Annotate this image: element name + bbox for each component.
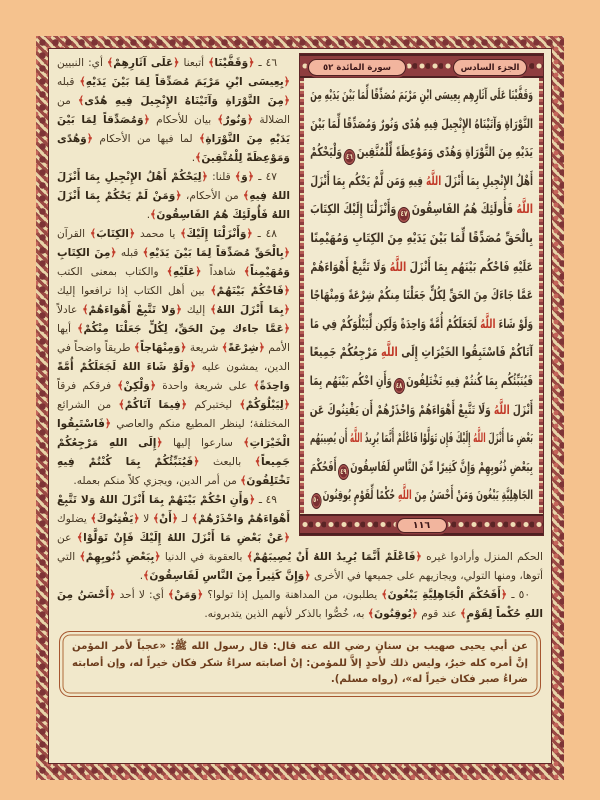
page-number-cartouche	[397, 518, 447, 533]
quran-line: اللَّهُ فَأُولَئِكَ هُمُ الفَاسِقُونَ٤٧وَأَنْزَلْنَا إِلَيْكَ الكِتَابَ	[362, 195, 533, 224]
quran-line: آتَاكُمْ فَاسْتَبِقُوا الخَيْرَاتِ إِلَى اللَّهِ مَرْجِعُكُمْ جَمِيعًا	[309, 344, 533, 360]
quran-line: أَنْزَلَ اللَّهُ وَلَا تَتَّبِعْ أَهْوَاءَهُمْ وَاحْذَرْهُمْ أَن يَفْتِنُوكَ عَن	[309, 401, 533, 417]
quran-line: الجَاهِلِيَّةِ يَبْغُونَ وَمَنْ أَحْسَنُ مِنَ اللَّهِ حُكْمًا لِّقَوْمٍ يُوقِنُونَ٥٠	[390, 481, 533, 510]
verse-number-medallion: ٤٦	[344, 149, 356, 165]
quran-text-block	[300, 78, 543, 514]
quran-line: عَمَّا جَاءَكَ مِنَ الحَقِّ لِكُلٍّ جَعَلْنَا مِنكُمْ شِرْعَةً وَمِنْهَاجًا	[310, 287, 533, 303]
surah-title-cartouche	[308, 59, 406, 76]
verse-number-medallion: ٤٨	[393, 378, 404, 394]
quran-line: وَقَفَّيْنَا عَلَى آثَارِهِم بِعِيسَى ابْنِ مَرْيَمَ مُصَدِّقًا لِّمَا بَيْنَ يَدَيْهِ مِنَ	[310, 87, 533, 102]
allah-word-red: اللَّهُ	[347, 430, 365, 446]
quran-line: عَلَيْهِ فَاحْكُم بَيْنَهُم بِمَا أَنْزَلَ اللَّهُ وَلَا تَتَّبِعْ أَهْوَاءَهُمْ	[310, 258, 533, 274]
surah-label: سورة المائدة ٥٢	[322, 62, 392, 73]
quran-line: بِبَعْضِ ذُنُوبِهِمْ وَإِنَّ كَثِيرًا مِّنَ النَّاسِ لَفَاسِقُونَ٤٩أَفَحُكْمَ	[380, 453, 533, 482]
ornamental-page-border	[36, 36, 564, 780]
commentary-paragraph: ٤٧ ـ ﴿وَ﴾ قلنا: ﴿لِيَحْكُمْ أَهْلُ الإِنْجِيلِ بِمَا أَنْزَلَ اللهُ فِيهِ﴾ من الأحكام، ﴿وَمَنْ لَمْ يَحْكُمْ بِمَا أَنْزَلَ اللهُ فَأُولَئِكَ هُمُ الفَاسِقُونَ﴾.	[57, 171, 290, 221]
commentary-paragraph: ٥٠ ـ ﴿أَفَحُكْمَ الْجَاهِلِيَّةِ يَبْغُونَ﴾ يطلبون، من المداهنة والميل إذا تولوا؟ ﴿وَمَنْ﴾ أي: لا أحد ﴿أَحْسَنُ مِنَ اللهِ حُكْماً لِقَوْمٍ﴾ عند قوم ﴿يُوقِنُونَ﴾ به، خُصُّوا بالذكر لأنهم الذين يتدبرونه.	[57, 589, 543, 620]
quran-frame-header-band	[300, 54, 543, 78]
quran-line: يَدَيْهِ مِنَ التَّوْرَاةِ وَهُدًى وَمَوْعِظَةً لِّلْمُتَّقِينَ٤٦وَلْيَحْكُمْ	[370, 138, 533, 167]
commentary-paragraph: ٤٩ ـ ﴿وَأَنِ احْكُمْ بَيْنَهُمْ بِمَا أَنْزَلَ اللهُ وَلا تَتَّبِعْ أَهْوَاءَهُمْ وَاحْذَرْهُمْ﴾ لـ ﴿أَنْ﴾ لا ﴿يَفْتِنُوكَ﴾ يضلوك ﴿عَنْ بَعْضِ مَا أَنْزَلَ اللهُ إِلَيْكَ فَإِنْ تَوَلَّوْا﴾ عن الحكم المنزل وأرادوا غيره ﴿فَاعْلَمْ أَنَّمَا يُرِيدُ اللهُ أَنْ يُصِيبَهُمْ﴾ بالعقوبة في الدنيا ﴿بِبَعْضِ ذُنُوبِهِمْ﴾ التي أتوها، ومنها التولي، ويجازيهم على جميعها في الأخرى ﴿وَإِنَّ كَثِيراً مِنَ النَّاسِ لَفَاسِقُونَ﴾.	[57, 494, 543, 582]
quran-frame-footer-band	[300, 514, 543, 535]
allah-word-red: اللَّهُ	[476, 315, 499, 331]
hadith-box	[59, 631, 541, 697]
allah-word-red: اللَّهُ	[386, 258, 410, 274]
verse-number-medallion: ٤٩	[338, 464, 349, 480]
allah-word-red: اللَّهُ	[470, 430, 489, 446]
allah-word-red: اللَّهُ	[422, 172, 445, 188]
commentary-paragraph: ٤٦ ـ ﴿وَقَفَّيْنَا﴾ أتبعنا ﴿عَلَى آثَارِهِمْ﴾ أي: النبيين ﴿بِعِيسَى ابْنِ مَرْيَمَ مُصَدِّقاً لِمَا بَيْنَ يَدَيْهِ﴾ قبله ﴿مِنَ التَّوْرَاةِ وَآتَيْنَاهُ الإِنْجِيلَ فِيهِ هُدًى﴾ من الضلالة ﴿وَنُورٌ﴾ بيان للأحكام ﴿وَمُصَدِّقاً لِمَا بَيْنَ يَدَيْهِ مِنَ التَّوْرَاةِ﴾ لما فيها من الأحكام ﴿وَهُدًى وَمَوْعِظَةً لِلْمُتَّقِينَ﴾.	[57, 57, 291, 164]
verse-number-medallion: ٤٧	[398, 207, 410, 223]
quran-frame	[300, 54, 543, 535]
page-number: ١١٦	[412, 519, 431, 531]
quran-line: أَهْلُ الإِنْجِيلِ بِمَا أَنْزَلَ اللَّهُ فِيهِ وَمَن لَّمْ يَحْكُم بِمَا أَنْزَلَ	[310, 172, 533, 188]
verse-number-medallion: ٥٠	[311, 493, 321, 509]
allah-word-red: اللَّهِ	[377, 344, 402, 360]
juz-label: الجزء السادس	[460, 62, 520, 73]
quran-line: التَّوْرَاةِ وَآتَيْنَاهُ الإِنْجِيلَ فِيهِ هُدًى وَنُورٌ وَمُصَدِّقًا لِّمَا بَيْنَ	[310, 115, 533, 131]
allah-word-red: اللَّهِ	[395, 487, 415, 503]
quran-line: بَعْضِ مَا أَنْزَلَ اللَّهُ إِلَيْكَ فَإِن تَوَلَّوْا فَاعْلَمْ أَنَّمَا يُرِيدُ اللَّهُ أَن يُصِيبَهُم	[309, 430, 533, 446]
quran-line: فَيُنَبِّئُكُم بِمَا كُنتُمْ فِيهِ تَخْتَلِفُونَ٤٨وَأَنِ احْكُم بَيْنَهُم بِمَا	[376, 367, 533, 396]
allah-word-red: اللَّهُ	[490, 401, 513, 417]
quran-line: وَلَوْ شَاءَ اللَّهُ لَجَعَلَكُمْ أُمَّةً وَاحِدَةً وَلَكِن لِّيَبْلُوَكُمْ فِي مَا	[310, 315, 533, 331]
quran-line: بِالْحَقِّ مُصَدِّقًا لِّمَا بَيْنَ يَدَيْهِ مِنَ الكِتَابِ وَمُهَيْمِنًا	[310, 229, 533, 245]
hadith-text: عن أبي يحيى صهيب بن سنانٍ رضي الله عنه قال: قال رسول الله ﷺ: «عجباً لأمر المؤمن إنَّ أمره كله خيرٌ، وليس ذلك لأحدٍ إلاَّ للمؤمن: إنْ أصابته سراءُ شكر فكان خيراً له، وإن أصابته ضراءُ صبر فكان خيراً له»، (رواه مسلم).	[72, 641, 528, 685]
commentary-paragraph: ٤٨ ـ ﴿وَأَنْزَلْنَا إِلَيْكَ﴾ يا محمد ﴿الكِتَابَ﴾ القرآن ﴿بِالْحَقِّ مُصَدِّقاً لِمَا بَيْنَ يَدَيْهِ﴾ قبله ﴿مِنَ الكِتَابِ وَمُهَيْمِناً﴾ شاهداً ﴿عَلَيْهِ﴾ والكتاب بمعنى الكتب ﴿فَاحْكُمْ بَيْنَهُمْ﴾ بين أهل الكتاب إذا ترافعوا إليك ﴿بِمَا أَنْزَلَ اللهُ﴾ إليك ﴿وَلا تَتَّبِعْ أَهْوَاءَهُمْ﴾ عادلاً ﴿عَمَّا جاءك مِنَ الحَقِّ، لِكُلٍّ جَعَلْنَا مِنْكُمْ﴾ أيها الأمم ﴿شِرْعَةً﴾ شريعة ﴿وَمِنْهَاجاً﴾ طريقاً واضحاً في الدين، يمشون عليه ﴿وَلَوْ شَاءَ اللهُ لَجَعَلَكُمْ أُمَّةً وَاحِدَةً﴾ على شريعة واحدة ﴿وَلْكِنْ﴾ فرقكم فرقاً ﴿لِيَبْلُوَكُمْ﴾ ليختبركم ﴿فِيمَا آتَاكُمْ﴾ من الشرائع المختلفة؛ لينظر المطيع منكم والعاصي ﴿فَاسْتَبِقُوا الْخَيْرَاتِ﴾ سارعوا إليها ﴿إِلَى اللهِ مَرْجِعُكُمْ جَمِيعاً﴾ بالبعث ﴿فَيُنَبِّئُكُمْ بِمَا كُنْتُمْ فِيهِ تَخْتَلِفُونَ﴾ من أمر الدين، ويجزي كلاً منكم بعمله.	[57, 228, 291, 487]
allah-word-red: اللَّهُ	[512, 201, 533, 217]
juz-title-cartouche	[453, 59, 527, 76]
page-paper	[49, 49, 551, 763]
